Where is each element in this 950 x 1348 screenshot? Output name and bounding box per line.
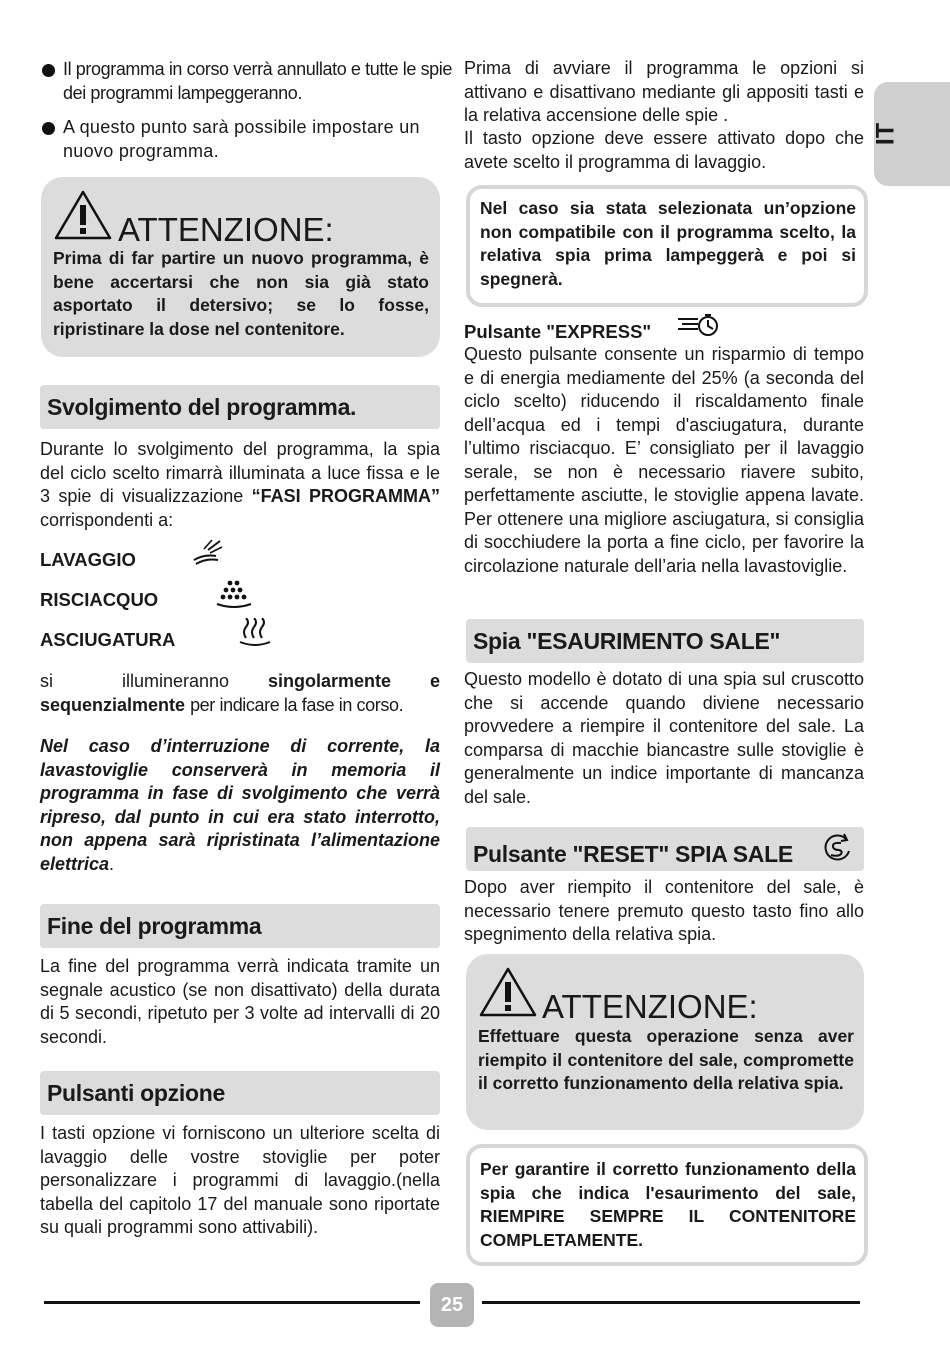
wash-icon [190,538,224,568]
paragraph-text: corrispondenti a: [40,509,174,530]
warning-text: Effettuare questa operazione senza aver riempito il contenitore del sale, compromette il corretto funzionamento della relativa spia. [478,1026,854,1093]
section-heading-label: Pulsanti opzione [47,1080,225,1106]
italic-note [40,735,440,876]
section-heading [466,619,864,663]
paragraph: Dopo aver riempito il contenitore del sale, è necessario tenere premuto questo tasto fino allo spegnimento della relativa spia. [464,877,864,944]
bullet-item [42,116,461,163]
paragraph-bold: “FASI PROGRAMMA” [251,486,440,506]
paragraph-text: per indicare la fase in corso. [190,694,404,715]
bullet-dot [42,64,55,77]
paragraph: Questo modello è dotato di una spia sul cruscotto che si accende quando diviene necessario provvedere a riempire il contenitore del sale. La comparsa di macchie biancastre sulle stoviglie è generalmente un indice importante di mancanza del sale. [464,669,864,807]
footer-rule-left [44,1301,420,1304]
paragraph [40,438,440,532]
rinse-icon [215,578,253,610]
paragraph-text: si illumineranno [40,671,230,691]
phase-label-dry: ASCIUGATURA [40,629,176,650]
section-heading [40,1071,440,1115]
section-heading [40,904,440,948]
salt-reset-icon [820,831,854,865]
page-number: 25 [440,1294,464,1316]
paragraph [40,670,440,717]
bullet-text: A questo punto sarà possibile impostare un nuovo programma. [63,117,420,161]
section-heading-label: Spia "ESAURIMENTO SALE" [473,628,781,654]
section-heading-label: Fine del programma [47,913,262,939]
section-heading [466,827,864,871]
notice-box [466,1144,868,1266]
warning-title: ATTENZIONE: [542,988,758,1025]
language-tab [871,82,950,186]
warning-box [41,177,440,357]
italic-note-text: Nel caso d’interruzione di corrente, la lavastoviglie conserverà in memoria il programma in fase di svolgimento che verrà ripreso, dal punto in cui era stato interrotto, non appena sarà ripristinata l’alimentazione elettrica [40,736,440,874]
bullet-text: Il programma in corso verrà annullato e tutte le spie dei programmi lampeggeranno. [63,59,453,103]
language-tab-label: IT [871,122,900,146]
paragraph: I tasti opzione vi forniscono un ulteriore scelta di lavaggio delle vostre stoviglie per poter personalizzare i programmi di lavaggio.(nella tabella del capitolo 17 del manuale sono riportate su quali programmi sono attivabili). [40,1123,440,1237]
express-label: Pulsante "EXPRESS" [464,321,652,342]
warning-triangle-icon [53,189,113,241]
express-clock-icon [676,312,722,338]
warning-triangle-icon [478,966,538,1018]
page-number-badge [430,1283,474,1327]
paragraph: Questo pulsante consente un risparmio di tempo e di energia mediamente del 25% (a seconda del ciclo scelto) riducendo il riscaldamento finale dell’acqua ed i tempi d'asciugatura, durante l’ultimo risciacquo. E’ consigliato per il lavaggio serale, se non è necessario riavere subito, perfettamente asciutte, le stoviglie appena lavate. Per ottenere una migliore asciugatura, si consiglia di socchiudere la porta a fine ciclo, per favorire la circolazione naturale dell’aria nella lavastoviglie. [464,344,864,576]
paragraph-bold: singolarmente e sequenzialmente [40,671,440,715]
notice-box [466,185,868,307]
dry-icon [238,618,272,648]
section-heading-label: Pulsante "RESET" SPIA SALE [473,841,793,867]
notice-text: Nel caso sia stata selezionata un’opzione non compatibile con il programma scelto, la relativa spia prima lampeggerà e poi si spegnerà. [480,198,856,289]
italic-note-end: . [109,853,115,874]
warning-box [466,954,864,1130]
warning-title: ATTENZIONE: [118,211,334,248]
bullet-dot [42,122,55,135]
phase-label-rinse: RISCIACQUO [40,589,159,610]
paragraph: Prima di avviare il programma le opzioni si attivano e disattivano mediante gli appositi tasti e la relativa accensione delle spie . [464,58,864,125]
bullet-item [42,58,461,105]
phase-label-wash: LAVAGGIO [40,549,136,570]
paragraph: Il tasto opzione deve essere attivato dopo che avete scelto il programma di lavaggio. [464,128,864,172]
notice-text: Per garantire il corretto funzionamento della spia che indica l'esaurimento del sale, RIEMPIRE SEMPRE IL CONTENITORE COMPLETAMENTE. [480,1159,856,1250]
warning-text: Prima di far partire un nuovo programma, è bene accertarsi che non sia già stato asportato il detersivo; se lo fosse, ripristinare la dose nel contenitore. [53,248,429,339]
paragraph-text: Durante lo svolgimento del programma, la spia del ciclo scelto rimarrà illuminata a luce fissa e le 3 spie di visualizzazione [40,439,440,506]
section-heading-label: Svolgimento del programma. [47,394,357,420]
section-heading [40,385,440,429]
footer-rule-right [482,1301,860,1304]
paragraph: La fine del programma verrà indicata tramite un segnale acustico (se non disattivato) della durata di 5 secondi, ripetuto per 3 volte ad intervalli di 20 secondi. [40,956,440,1047]
